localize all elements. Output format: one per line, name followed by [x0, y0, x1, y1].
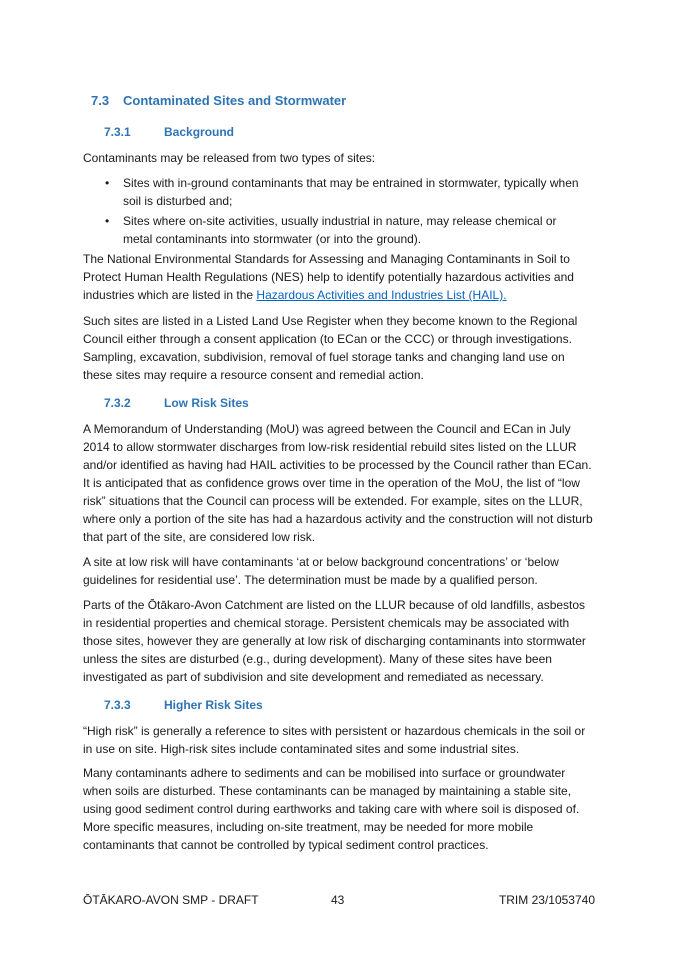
footer-document-title: ŌTĀKARO-AVON SMP - DRAFT: [83, 893, 259, 907]
bullet-text: Sites with in-ground contaminants that may be entrained in stormwater, typically when soil is disturbed and;: [123, 176, 579, 208]
subsection-title: Background: [164, 125, 235, 139]
bullet-text: Sites where on-site activities, usually industrial in nature, may release chemical or metal contaminants into stormwater (or into the ground).: [123, 214, 557, 246]
nes-text: The National Environmental Standards for Assessing and Managing Contaminants in Soil to Protect Human Health Regulations (NES) help to identify potentially hazardous activities and industries which are listed in the: [83, 252, 574, 302]
list-item: [105, 212, 580, 248]
paragraph-high-risk-definition: “High risk” is generally a reference to sites with persistent or hazardous chemicals in the soil or in use on site. High-risk sites include contaminated sites and some industrial sites.: [83, 724, 586, 756]
subsection-heading-low-risk: [104, 396, 249, 410]
subsection-title: Higher Risk Sites: [164, 698, 263, 712]
paragraph-catchment-llur: Parts of the Ōtākaro-Avon Catchment are listed on the LLUR because of old landfills, asbestos in residential properties and chemical storage. Persistent chemicals may be associated with those sites, however they are generally at low risk of discharging contaminants into stormwater unless the sites are disturbed (e.g., during development). Many of these sites have been investigated as part of subdivision and site development and remediated as necessary.: [83, 598, 586, 684]
paragraph-llur: Such sites are listed in a Listed Land Use Register when they become known to the Regional Council either through a consent application (to ECan or the CCC) or through investigations. Sampling, excavation, subdivision, removal of fuel storage tanks and changing land use on these sites may require a resource consent and remedial action.: [83, 314, 578, 382]
footer-page-number: 43: [331, 893, 345, 907]
paragraph-low-risk-definition: A site at low risk will have contaminants ‘at or below background concentrations’ or ‘below guidelines for residential use’. The determination must be made by a qualified person.: [83, 555, 559, 587]
subsection-number: 7.3.1: [104, 125, 131, 139]
subsection-heading-higher-risk: [104, 698, 263, 712]
paragraph-sediments: Many contaminants adhere to sediments and can be mobilised into surface or groundwater when soils are disturbed. These contaminants can be managed by maintaining a stable site, using good sediment control during earthworks and taking care with where soil is disposed of. More specific measures, including on-site treatment, may be needed for more mobile contaminants that cannot be controlled by typical sediment control practices.: [83, 766, 580, 852]
list-item: [105, 174, 580, 210]
hail-link[interactable]: Hazardous Activities and Industries List (HAIL).: [256, 288, 507, 302]
bullet-glyph: •: [105, 214, 110, 228]
section-heading: [91, 93, 346, 108]
subsection-number: 7.3.3: [104, 698, 131, 712]
paragraph-intro: Contaminants may be released from two types of sites:: [83, 151, 376, 165]
bullet-glyph: •: [105, 176, 110, 190]
subsection-title: Low Risk Sites: [164, 396, 249, 410]
subsection-number: 7.3.2: [104, 396, 131, 410]
section-number: 7.3: [91, 93, 110, 108]
section-title: Contaminated Sites and Stormwater: [123, 93, 347, 108]
paragraph-nes: [83, 250, 595, 304]
paragraph-mou: A Memorandum of Understanding (MoU) was agreed between the Council and ECan in July 2014 to allow stormwater discharges from low-risk residential rebuild sites listed on the LLUR and/or identified as having had HAIL activities to be processed by the Council rather than ECan. It is anticipated that as confidence grows over time in the operation of the MoU, the list of “low risk” situations that the Council can process will be extended. For example, sites on the LLUR, where only a portion of the site has had a hazardous activity and the construction will not disturb that part of the site, are considered low risk.: [83, 422, 593, 544]
footer-trim-reference: TRIM 23/1053740: [498, 893, 595, 907]
subsection-heading-background: [104, 125, 234, 139]
